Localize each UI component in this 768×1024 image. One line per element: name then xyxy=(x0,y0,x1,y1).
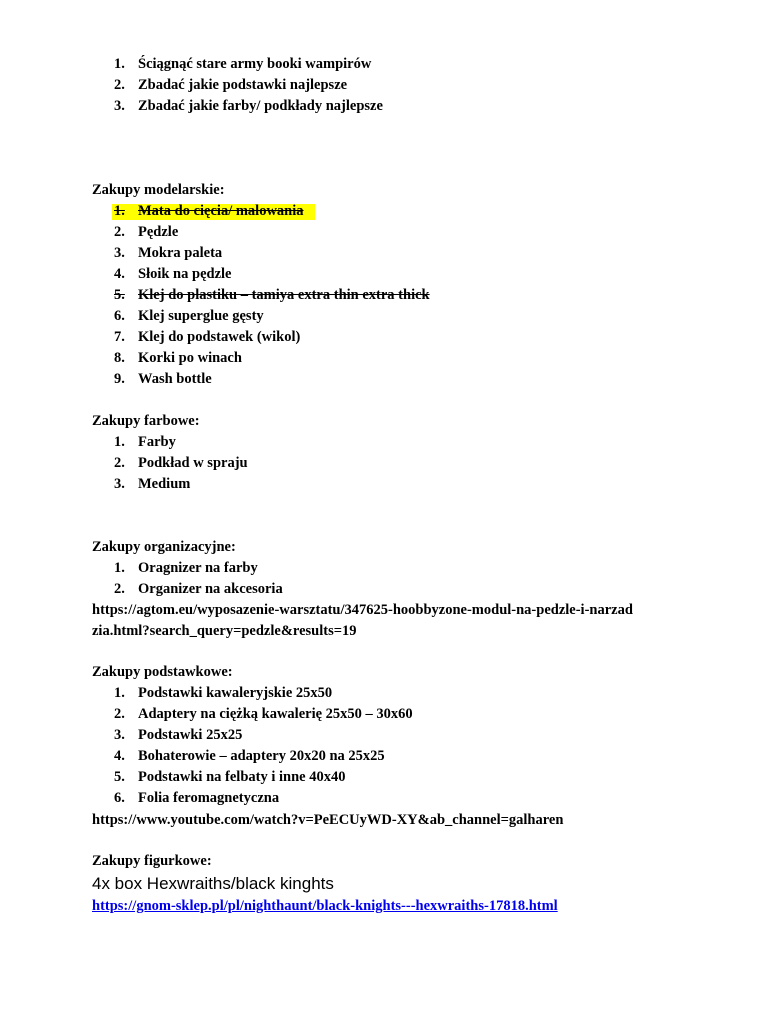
shop-link-text[interactable]: https://gnom-sklep.pl/pl/nighthaunt/black-knights---hexwraiths-17818.html xyxy=(92,898,558,914)
list-number: 8. xyxy=(114,350,125,366)
section-farbowe xyxy=(92,411,652,495)
list-text: Podkład w spraju xyxy=(138,455,248,471)
list-item xyxy=(92,96,652,117)
list-number: 5. xyxy=(114,769,125,785)
list-number: 4. xyxy=(114,266,125,282)
list-text: Mokra paleta xyxy=(138,245,223,261)
section-heading: Zakupy modelarskie: xyxy=(92,182,225,198)
list-number: 3. xyxy=(114,98,125,114)
list-item xyxy=(92,222,652,243)
intro-list xyxy=(92,54,652,117)
list-text: Organizer na akcesoria xyxy=(138,581,283,597)
list-text: Klej do plastiku – tamiya extra thin extra thick xyxy=(138,287,430,303)
section-heading: Zakupy organizacyjne: xyxy=(92,539,236,555)
list-item xyxy=(92,243,652,264)
list-item xyxy=(92,453,652,474)
list-number: 3. xyxy=(114,476,125,492)
list-item xyxy=(92,432,652,453)
section-organizacyjne xyxy=(92,537,652,642)
list-text: Klej superglue gęsty xyxy=(138,308,264,324)
list-number: 1. xyxy=(114,203,125,219)
list-text: Ściągnąć stare army booki wampirów xyxy=(138,56,372,72)
list-number: 2. xyxy=(114,77,125,93)
list-item xyxy=(92,369,652,390)
list-item xyxy=(92,704,652,725)
section-figurkowe xyxy=(92,851,652,917)
list-item xyxy=(92,683,652,704)
list-text: Mata do cięcia/ malowania xyxy=(138,203,304,219)
list-text: Korki po winach xyxy=(138,350,242,366)
list-item xyxy=(92,54,652,75)
list-item xyxy=(92,474,652,495)
list-text: Farby xyxy=(138,434,176,450)
list-text: Medium xyxy=(138,476,191,492)
list-number: 6. xyxy=(114,790,125,806)
list-number: 2. xyxy=(114,581,125,597)
list-item xyxy=(92,306,652,327)
list-number: 5. xyxy=(114,287,125,303)
list-item xyxy=(92,285,652,306)
list-text: Oragnizer na farby xyxy=(138,560,258,576)
list-item xyxy=(92,558,652,579)
list-text: Zbadać jakie farby/ podkłady najlepsze xyxy=(138,98,383,114)
list-number: 2. xyxy=(114,224,125,240)
list-item xyxy=(92,579,652,600)
list-number: 7. xyxy=(114,329,125,345)
list-number: 1. xyxy=(114,685,125,701)
list-item xyxy=(92,264,652,285)
list-text: Bohaterowie – adaptery 20x20 na 25x25 xyxy=(138,748,385,764)
list-text: Folia feromagnetyczna xyxy=(138,790,280,806)
list-number: 3. xyxy=(114,245,125,261)
list-item xyxy=(92,348,652,369)
list-number: 3. xyxy=(114,727,125,743)
list-number: 1. xyxy=(114,560,125,576)
list-text: Pędzle xyxy=(138,224,179,240)
list-text: Podstawki kawaleryjskie 25x50 xyxy=(138,685,333,701)
list-number: 4. xyxy=(114,748,125,764)
list-number: 9. xyxy=(114,371,125,387)
list-item xyxy=(92,767,652,788)
list-text: Podstawki 25x25 xyxy=(138,727,243,743)
section-heading: Zakupy farbowe: xyxy=(92,413,200,429)
list-item xyxy=(92,725,652,746)
list-text: Adaptery na ciężką kawalerię 25x50 – 30x60 xyxy=(138,706,413,722)
list-text: Zbadać jakie podstawki najlepsze xyxy=(138,77,348,93)
shop-link[interactable] xyxy=(92,896,652,917)
section-heading: Zakupy figurkowe: xyxy=(92,853,212,869)
section-podstawkowe xyxy=(92,662,652,831)
list-number: 6. xyxy=(114,308,125,324)
list-item xyxy=(92,788,652,809)
list-text: Słoik na pędzle xyxy=(138,266,232,282)
list-number: 1. xyxy=(114,56,125,72)
list-number: 1. xyxy=(114,434,125,450)
list-item xyxy=(92,75,652,96)
list-text: Podstawki na felbaty i inne 40x40 xyxy=(138,769,346,785)
url-text: https://www.youtube.com/watch?v=PeECUyWD-XY&ab_channel=galharen xyxy=(92,812,564,828)
url-text: https://agtom.eu/wyposazenie-warsztatu/347625-hoobbyzone-modul-na-pedzle-i-narzadzia.html?search_query=pedzle&results=19 xyxy=(92,602,633,639)
list-item xyxy=(92,746,652,767)
list-item xyxy=(92,327,652,348)
list-text: Wash bottle xyxy=(138,371,212,387)
list-text: Klej do podstawek (wikol) xyxy=(138,329,301,345)
section-modelarskie xyxy=(92,180,652,390)
figure-order-line: 4x box Hexwraiths/black kinghts xyxy=(92,874,334,893)
list-number: 2. xyxy=(114,455,125,471)
list-item xyxy=(92,201,652,222)
section-heading: Zakupy podstawkowe: xyxy=(92,664,233,680)
list-number: 2. xyxy=(114,706,125,722)
